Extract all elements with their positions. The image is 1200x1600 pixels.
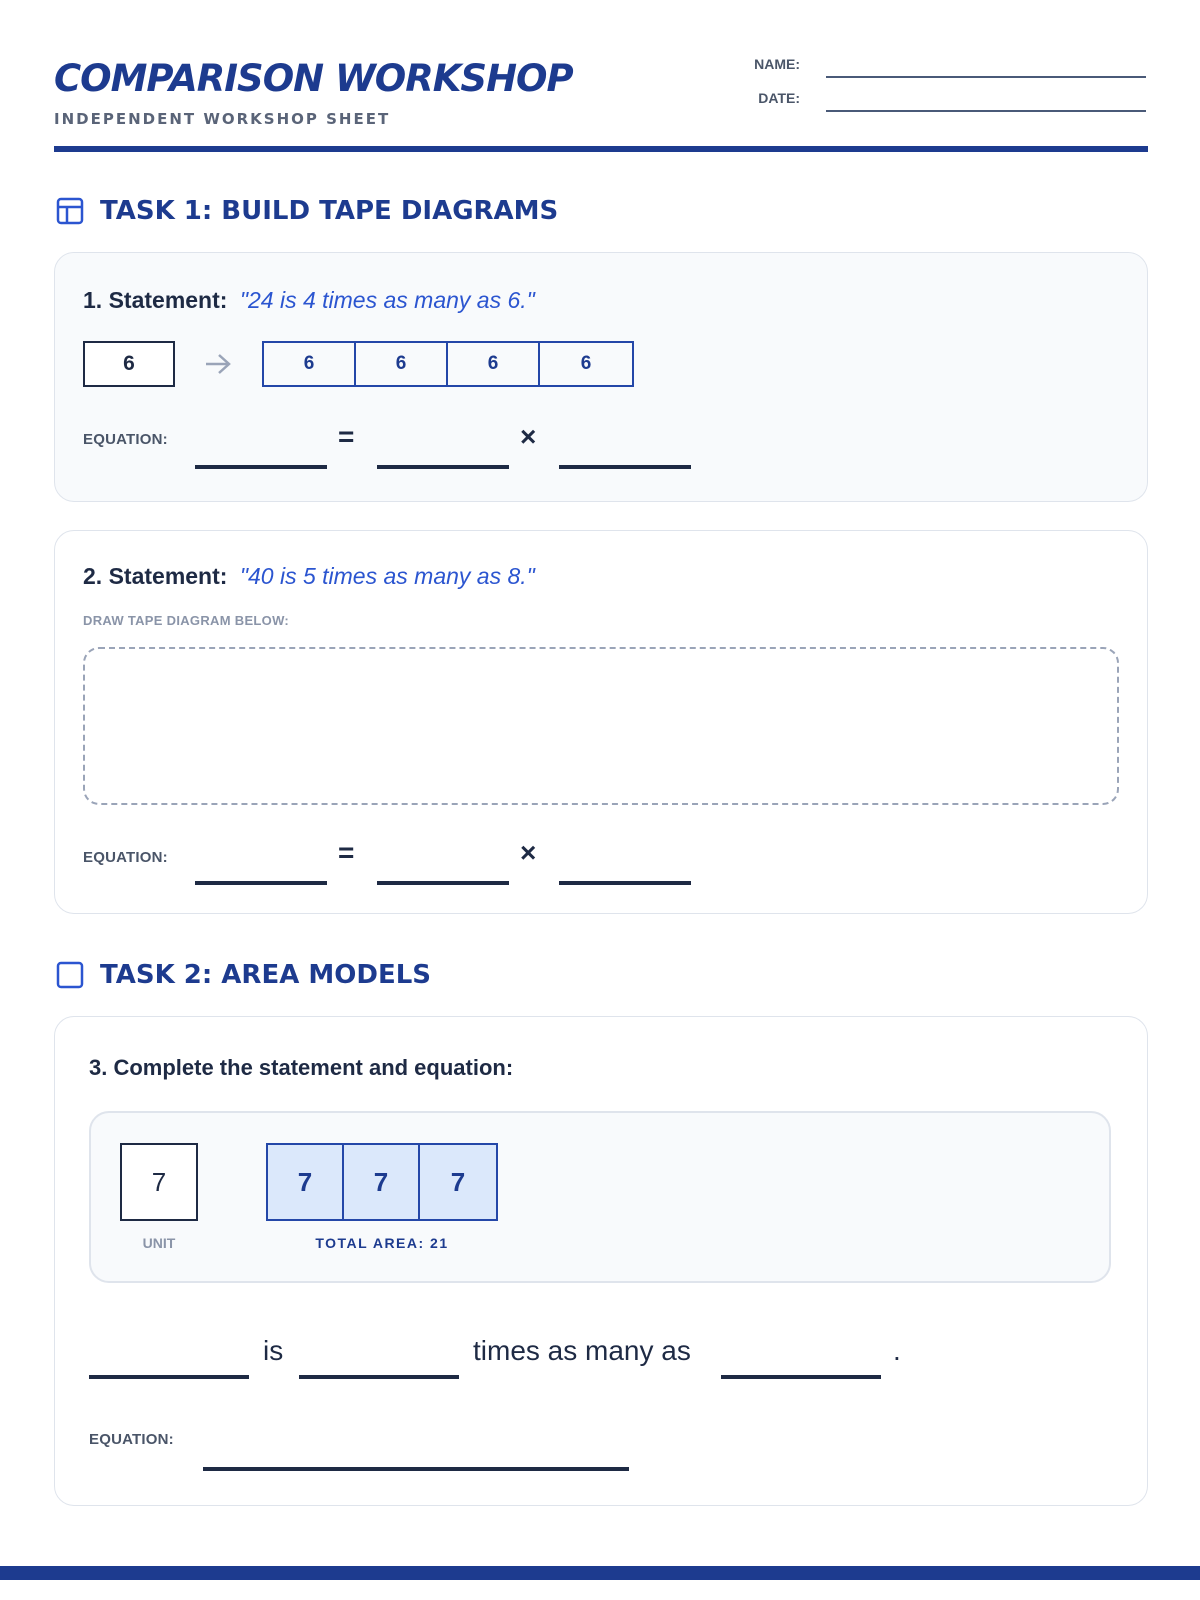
area-unit-box: 7	[120, 1143, 198, 1221]
unit-box: 6	[83, 341, 175, 387]
equation-blank-3[interactable]	[559, 465, 691, 469]
area-model	[266, 1143, 498, 1221]
layout-icon	[56, 197, 84, 225]
equals-sign: =	[338, 421, 355, 452]
unit-caption: UNIT	[142, 1235, 176, 1251]
tape-segment: 6	[448, 343, 540, 385]
times-sign: ×	[520, 837, 537, 868]
equation-blank-1[interactable]	[195, 881, 327, 885]
area-segment: 7	[268, 1145, 344, 1219]
date-label: DATE:	[758, 90, 800, 106]
times-sign: ×	[520, 421, 537, 452]
problem3-card	[54, 1016, 1148, 1506]
square-icon	[56, 961, 84, 989]
tape-segment: 6	[264, 343, 356, 385]
task2-title: TASK 2: AREA MODELS	[100, 960, 431, 990]
name-field[interactable]	[826, 76, 1146, 78]
statement-blank-2[interactable]	[299, 1375, 459, 1379]
task1-heading	[56, 194, 558, 228]
problem3-prompt: 3. Complete the statement and equation:	[89, 1055, 514, 1080]
equals-sign: =	[338, 837, 355, 868]
statement-blank-1[interactable]	[89, 1375, 249, 1379]
problem1-label: 1. Statement:	[83, 287, 228, 313]
total-area-caption: TOTAL AREA: 21	[315, 1235, 449, 1251]
problem1-statement	[83, 287, 535, 314]
problem2-quote: "40 is 5 times as many as 8."	[239, 563, 535, 589]
equation-label: EQUATION:	[89, 1431, 174, 1448]
arrow-right-icon	[203, 352, 233, 376]
equation-blank-1[interactable]	[195, 465, 327, 469]
problem2-card	[54, 530, 1148, 914]
tape-segment: 6	[356, 343, 448, 385]
name-label: NAME:	[754, 56, 800, 72]
draw-diagram-label: DRAW TAPE DIAGRAM BELOW:	[83, 613, 290, 628]
area-segment: 7	[450, 1166, 466, 1197]
problem1-card	[54, 252, 1148, 502]
tape-segment: 6	[580, 353, 592, 374]
equation-label: EQUATION:	[83, 431, 168, 448]
area-model-panel	[89, 1111, 1111, 1283]
date-field[interactable]	[826, 110, 1146, 112]
footer-bar	[0, 1566, 1200, 1580]
task1-title: TASK 1: BUILD TAPE DIAGRAMS	[100, 196, 559, 226]
equation-label: EQUATION:	[83, 849, 168, 866]
task2-heading	[56, 958, 431, 992]
problem1-quote: "24 is 4 times as many as 6."	[239, 287, 535, 313]
header-divider	[54, 146, 1148, 152]
problem2-statement	[83, 563, 535, 590]
equation-blank-2[interactable]	[377, 465, 509, 469]
tape-diagram	[262, 341, 634, 387]
equation-blank[interactable]	[203, 1467, 629, 1471]
word-times-as-many-as: times as many as	[473, 1335, 691, 1366]
equation-blank-2[interactable]	[377, 881, 509, 885]
drawing-area[interactable]	[83, 647, 1119, 805]
area-segment: 7	[344, 1145, 420, 1219]
equation-blank-3[interactable]	[559, 881, 691, 885]
statement-blank-3[interactable]	[721, 1375, 881, 1379]
period: .	[893, 1335, 901, 1366]
page-title: COMPARISON WORKSHOP	[54, 57, 573, 100]
problem2-label: 2. Statement:	[83, 563, 228, 589]
worksheet-header	[54, 56, 1148, 152]
word-is: is	[263, 1335, 284, 1366]
page-subtitle: INDEPENDENT WORKSHOP SHEET	[54, 110, 391, 128]
